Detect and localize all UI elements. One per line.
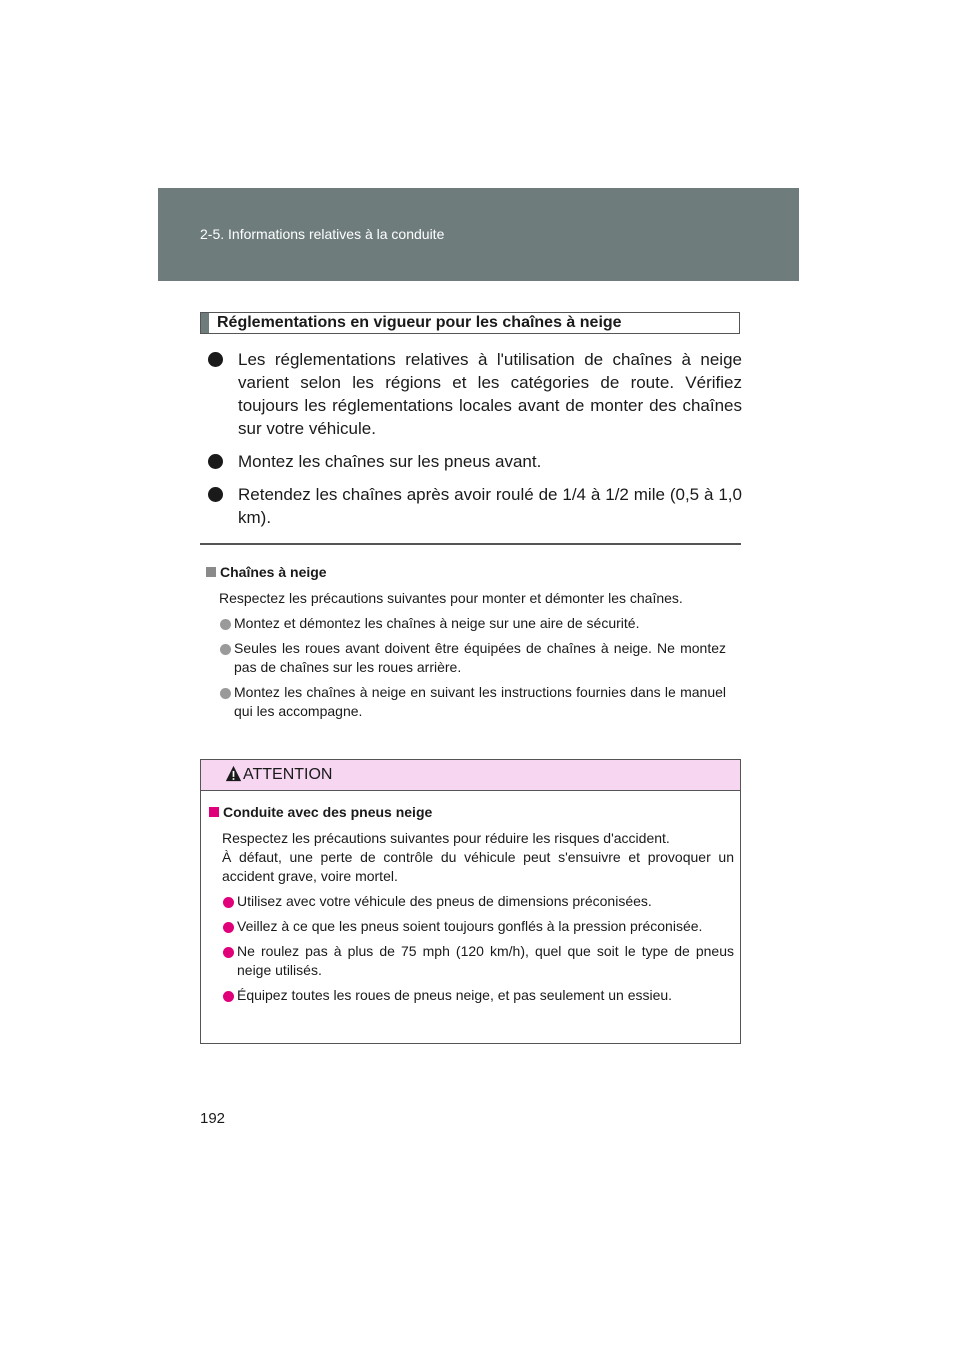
bullet-icon [220,644,231,655]
list-item [209,917,734,936]
list-item-text: Veillez à ce que les pneus soient toujours gonflés à la pression préconisée. [237,918,703,934]
list-item [206,639,726,677]
list-item [209,986,734,1005]
section-breadcrumb: 2-5. Informations relatives à la conduite [200,226,445,242]
attention-intro-1: Respectez les précautions suivantes pour réduire les risques d'accident. [222,830,670,846]
attention-intro-2: À défaut, une perte de contrôle du véhicule peut s'ensuivre et provoquer un accident grave, voire mortel. [222,849,734,884]
bullet-icon [223,991,234,1002]
page-number: 192 [200,1110,226,1127]
list-item [206,348,742,440]
attention-title: ATTENTION [243,766,333,783]
list-item-text: Montez les chaînes à neige en suivant les instructions fournies dans le manuel qui les accompagne. [234,684,726,719]
bullet-icon [220,688,231,699]
notes-section [206,563,726,721]
notes-intro: Respectez les précautions suivantes pour monter et démonter les chaînes. [219,590,683,606]
list-item-text: Équipez toutes les roues de pneus neige, et pas seulement un essieu. [237,987,673,1003]
notes-heading: Chaînes à neige [220,564,327,580]
attention-heading: Conduite avec des pneus neige [223,804,433,820]
divider [200,543,741,545]
list-item-text: Montez les chaînes sur les pneus avant. [238,452,542,471]
title-accent-bar [201,313,209,333]
list-item [206,450,742,473]
list-item [206,683,726,721]
warning-triangle-icon [225,765,242,782]
regulations-title-box [200,312,740,334]
bullet-icon [223,922,234,933]
square-bullet-icon [209,807,219,817]
list-item [209,942,734,980]
bullet-icon [223,897,234,908]
regulations-list [206,348,742,539]
bullet-icon [208,352,223,367]
list-item [206,614,726,633]
square-bullet-icon [206,567,216,577]
list-item-text: Montez et démontez les chaînes à neige sur une aire de sécurité. [234,615,640,631]
attention-body [201,791,740,1005]
regulations-title: Réglementations en vigueur pour les chaînes à neige [217,314,622,331]
notes-heading-row [206,563,726,582]
attention-box [200,759,741,1044]
list-item-text: Utilisez avec votre véhicule des pneus de dimensions préconisées. [237,893,652,909]
list-item-text: Ne roulez pas à plus de 75 mph (120 km/h), quel que soit le type de pneus neige utilisés. [237,943,734,978]
bullet-icon [220,619,231,630]
list-item-text: Seules les roues avant doivent être équipées de chaînes à neige. Ne montez pas de chaînes sur les roues arrière. [234,640,726,675]
attention-header [201,760,740,791]
list-item [206,483,742,529]
list-item [209,892,734,911]
attention-heading-row [209,803,734,822]
bullet-icon [223,947,234,958]
bullet-icon [208,487,223,502]
list-item-text: Retendez les chaînes après avoir roulé de 1/4 à 1/2 mile (0,5 à 1,0 km). [238,485,742,527]
bullet-icon [208,454,223,469]
list-item-text: Les réglementations relatives à l'utilisation de chaînes à neige varient selon les régions et les catégories de route. Vérifiez toujours les réglementations locales avant de monter des chaînes sur votre véhicule. [238,350,742,438]
